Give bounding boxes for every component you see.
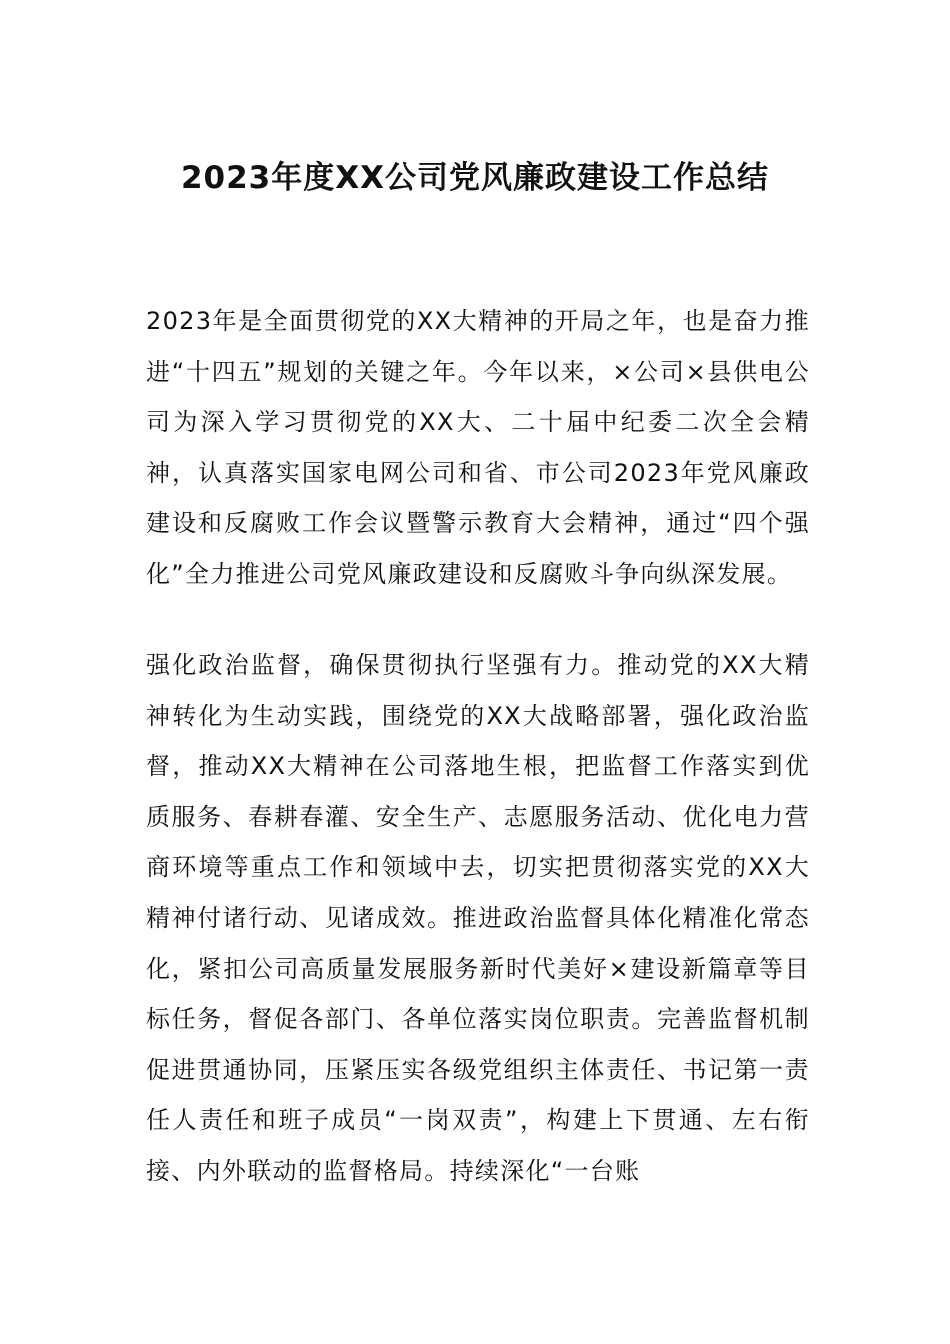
paragraph-intro: 2023年是全面贯彻党的XX大精神的开局之年，也是奋力推进“十四五”规划的关键之年。今年以来，×公司×县供电公司为深入学习贯彻党的XX大、二十届中纪委二次全会精神，认真落实国家电网公司和省、市公司2023年党风廉政建设和反腐败工作会议暨警示教育大会精神，通过“四个强化”全力推进公司党风廉政建设和反腐败斗争向纵深发展。 [146, 307, 810, 588]
paragraph-political-supervision: 强化政治监督，确保贯彻执行坚强有力。推动党的XX大精神转化为生动实践，围绕党的XX大战略部署，强化政治监督，推动XX大精神在公司落地生根，把监督工作落实到优质服务、春耕春灌、安全生产、志愿服务活动、优化电力营商环境等重点工作和领域中去，切实把贯彻落实党的XX大精神付诸行动、见诸成效。推进政治监督具体化精准化常态化，紧扣公司高质量发展服务新时代美好×建设新篇章等目标任务，督促各部门、各单位落实岗位职责。完善监督机制促进贯通协同，压紧压实各级党组织主体责任、书记第一责任人责任和班子成员“一岗双责”，构建上下贯通、左右衔接、内外联动的监督格局。持续深化“一台账 [146, 651, 810, 1185]
document-title: 2023年度XX公司党风廉政建设工作总结 [180, 160, 770, 196]
paragraph-political-supervision-container [140, 636, 820, 1188]
